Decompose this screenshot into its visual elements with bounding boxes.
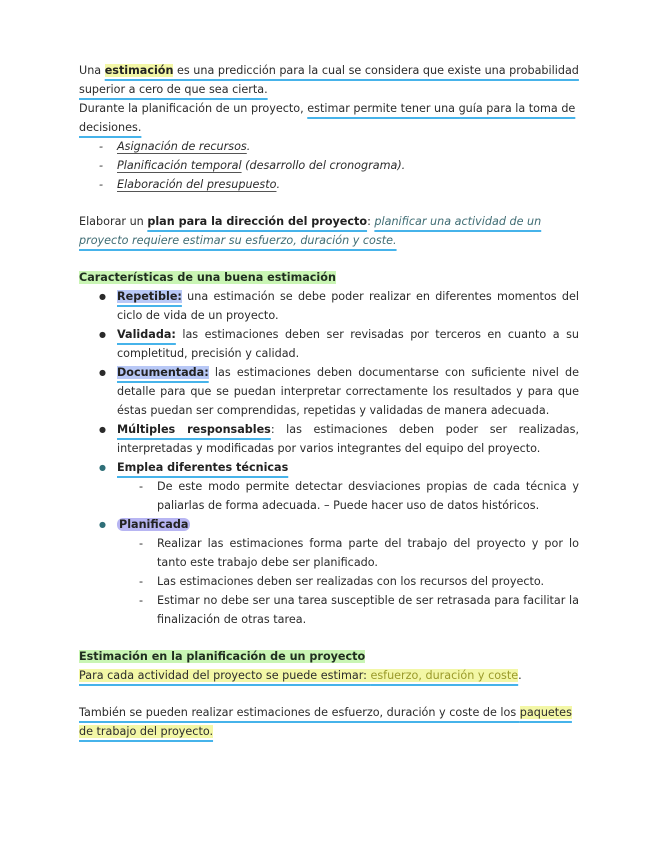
plan-paragraph: Elaborar un plan para la dirección del proyecto: planificar una actividad de un proyecto requiere estimar su esfuerzo, duración y coste. <box>79 215 542 247</box>
text: Durante la planificación de un proyecto, <box>79 102 308 115</box>
estimation-line: Para cada actividad del proyecto se puede estimar: esfuerzo, duración y coste. <box>79 669 522 682</box>
list-item: ● Documentada: las estimaciones deben documentarse con suficiente nivel de detalle para que se puedan interpretar correctamente los resultados y para que éstas puedan ser comprendidas, repetidas y validadas de manera adecuada. <box>99 363 579 420</box>
list-item: - Elaboración del presupuesto. <box>99 175 579 194</box>
sub-list-item: - Estimar no debe ser una tarea susceptible de ser retrasada para facilitar la finalización de otras tarea. <box>139 591 579 629</box>
text: estimar permite tener una guía para la toma de decisiones. <box>79 102 576 134</box>
list-item: ● Planificada - Realizar las estimaciones forma parte del trabajo del proyecto y por lo tanto este trabajo debe ser planificado. - Las estimaciones deben ser realizadas con los recursos del proyecto. - Estimar no debe ser una tarea susceptible de ser retrasada para facilitar la finalización de otras tarea. <box>99 515 579 629</box>
sub-list <box>117 534 579 629</box>
plan-term: plan para la dirección del proyecto <box>147 215 368 228</box>
list-item: - Asignación de recursos. <box>99 137 579 156</box>
term-estimacion: estimación <box>104 64 174 77</box>
list-item: ● Emplea diferentes técnicas - De este modo permite detectar desviaciones propias de cada técnica y paliarlas de forma adecuada. – Puede hacer uso de datos históricos. <box>99 458 579 515</box>
text: es una predicción para la cual se considera que existe una probabilidad <box>173 64 579 77</box>
sub-list-item: - Realizar las estimaciones forma parte del trabajo del proyecto y por lo tanto este trabajo debe ser planificado. <box>139 534 579 572</box>
intro-paragraph-1 <box>79 61 579 99</box>
estimation-heading: Estimación en la planificación de un proyecto <box>79 650 366 663</box>
intro-list <box>79 137 579 194</box>
list-item: ● Validada: las estimaciones deben ser revisadas por terceros en cuanto a su completitud, precisión y calidad. <box>99 325 579 363</box>
sub-list <box>117 477 579 515</box>
list-item: - Planificación temporal (desarrollo del cronograma). <box>99 156 579 175</box>
characteristics-heading: Características de una buena estimación <box>79 271 336 284</box>
text: Elaborar un <box>79 215 148 228</box>
document-content <box>79 61 579 741</box>
text: Una <box>79 64 105 77</box>
text: superior a cero de que sea cierta. <box>79 83 268 96</box>
plan-italic: planificar una actividad de un proyecto requiere estimar su esfuerzo, duración y coste. <box>79 215 542 247</box>
sub-list-item: - Las estimaciones deben ser realizadas con los recursos del proyecto. <box>139 572 579 591</box>
list-item: ● Repetible: una estimación se debe poder realizar en diferentes momentos del ciclo de vida de un proyecto. <box>99 287 579 325</box>
sub-list-item: - De este modo permite detectar desviaciones propias de cada técnica y paliarlas de forma adecuada. – Puede hacer uso de datos históricos. <box>139 477 579 515</box>
intro-paragraph-2 <box>79 99 579 137</box>
characteristics-list <box>79 287 579 629</box>
closing-paragraph: También se pueden realizar estimaciones de esfuerzo, duración y coste de los paquetes de trabajo del proyecto. <box>79 706 572 738</box>
list-item: ● Múltiples responsables: las estimaciones deben poder ser realizadas, interpretadas y modificadas por varios integrantes del equipo del proyecto. <box>99 420 579 458</box>
